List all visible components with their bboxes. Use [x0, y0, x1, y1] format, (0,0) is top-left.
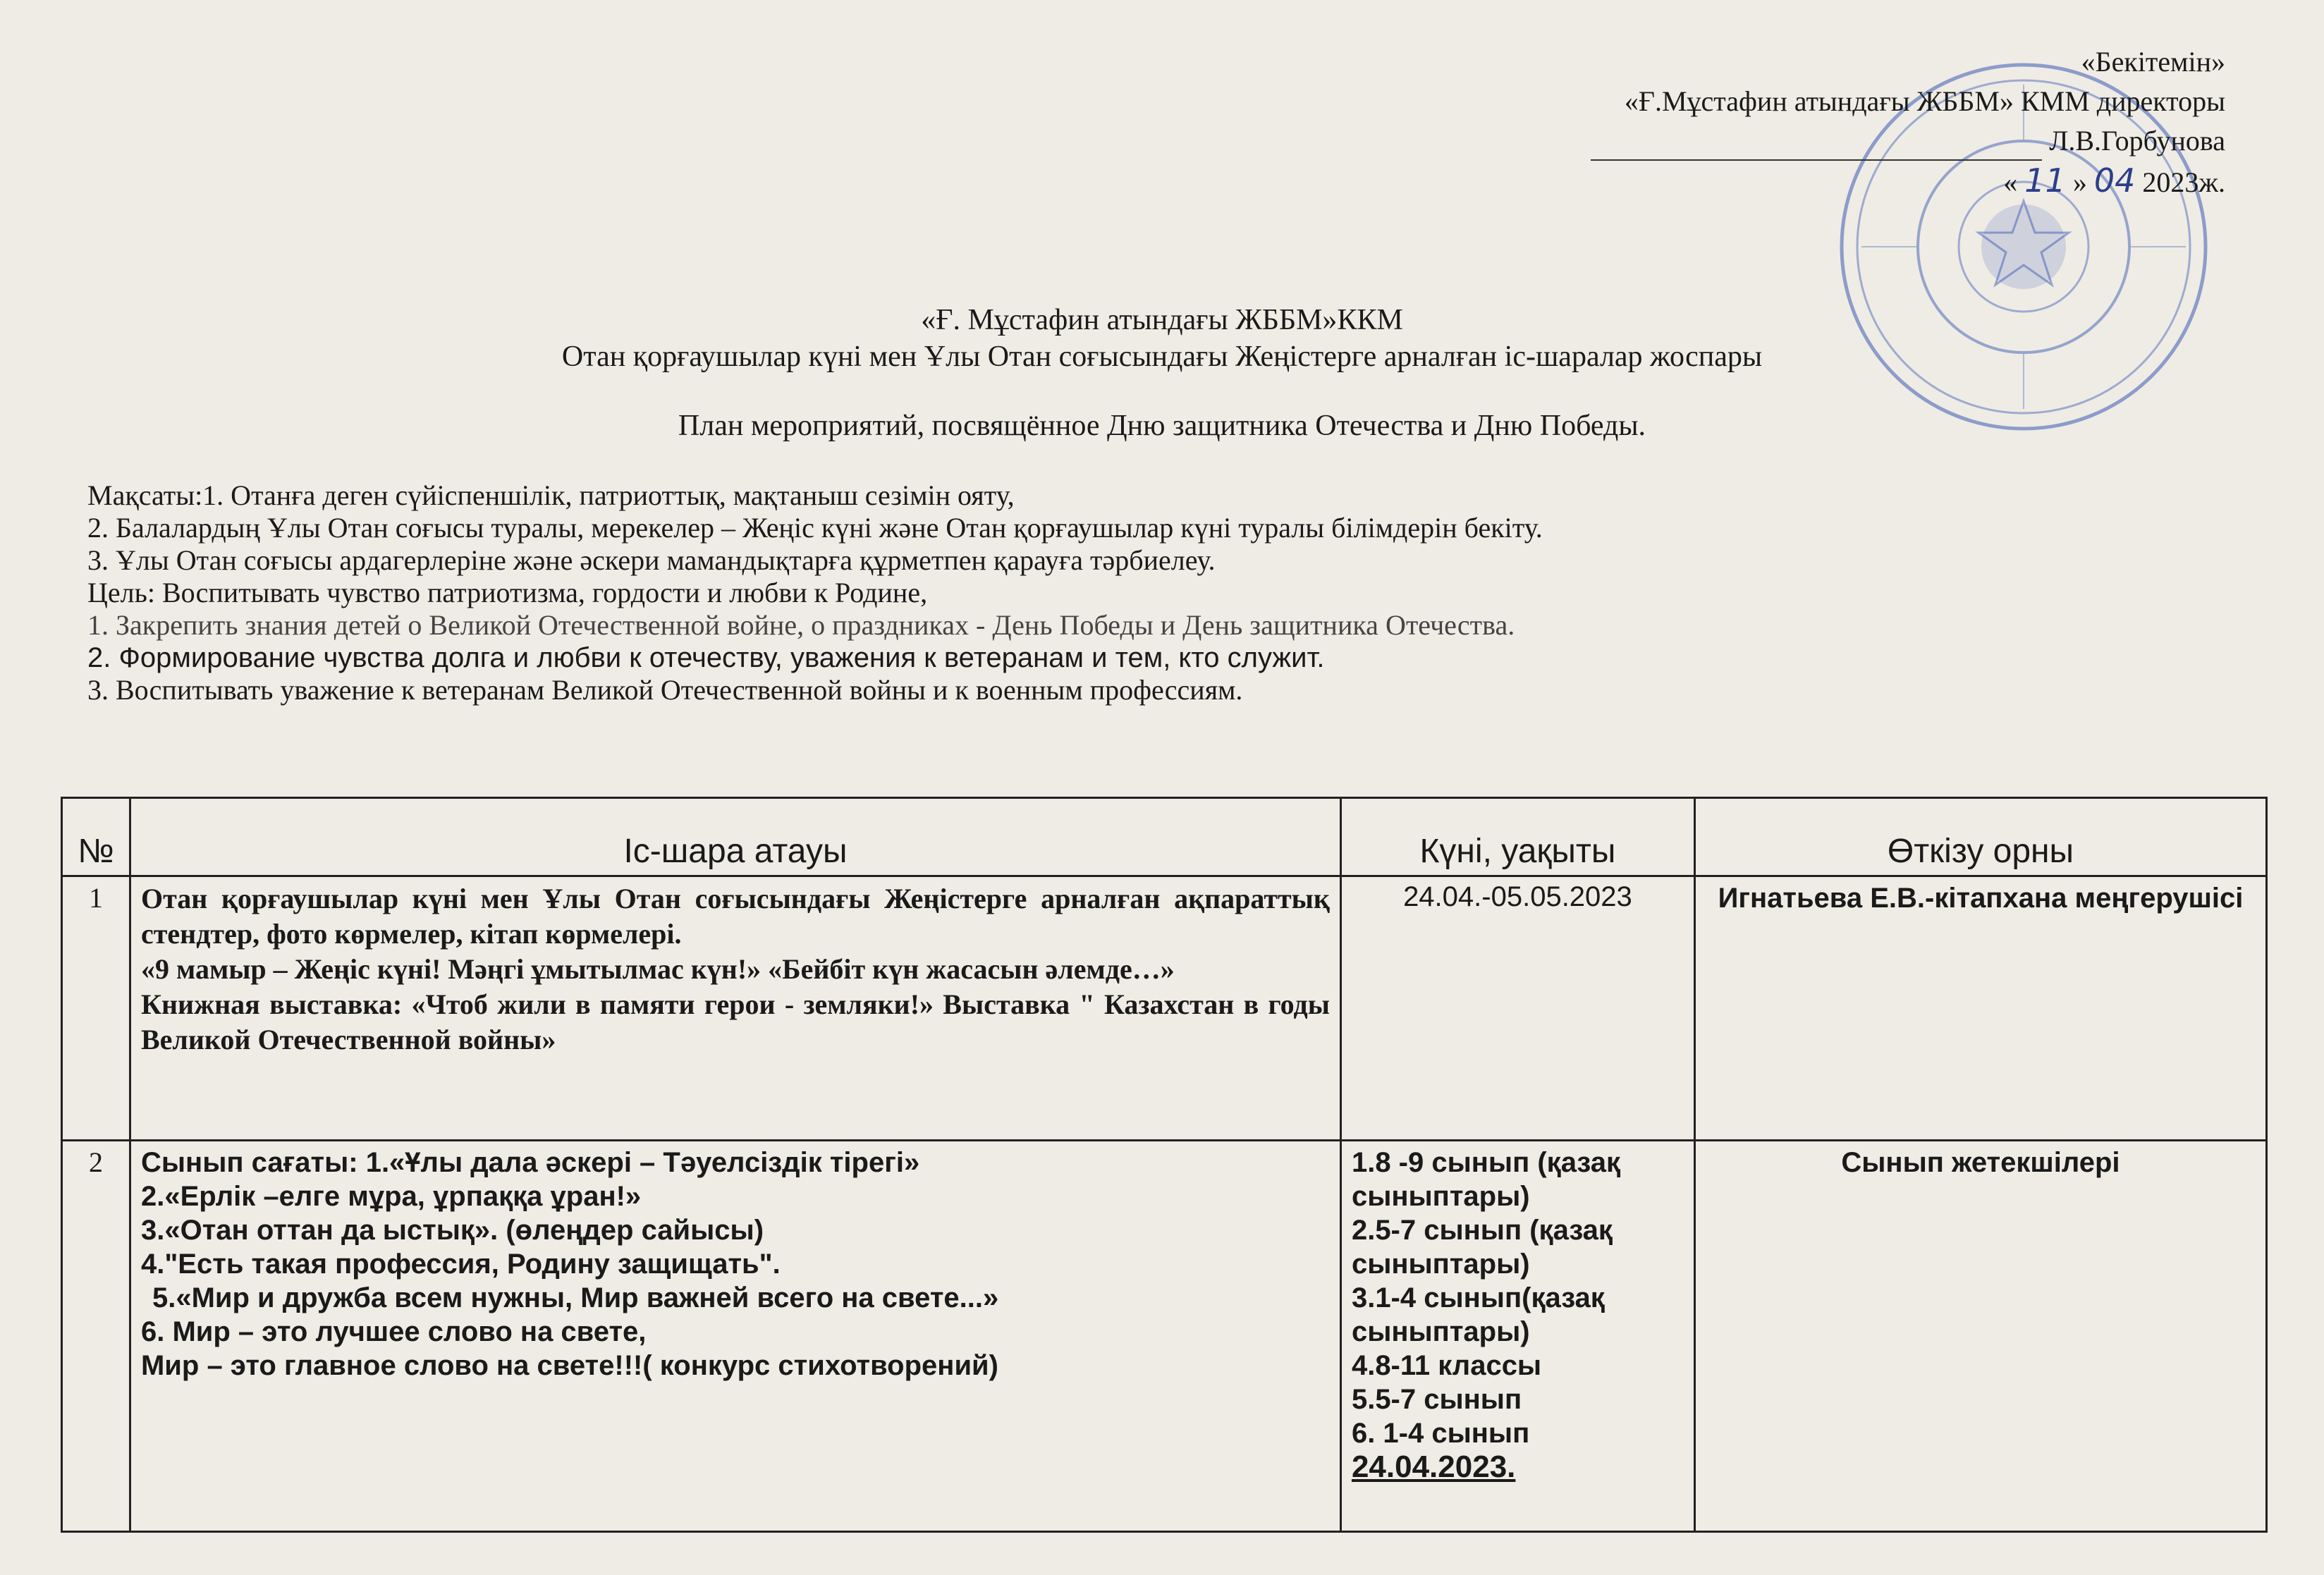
director-name: Л.В.Горбунова — [2049, 125, 2225, 157]
event-line: 5.«Мир и дружба всем нужны, Мир важней всего на свете...» — [152, 1282, 999, 1313]
event-line: Сынып сағаты: 1.«Ұлы дала әскері – Тәуелсіздік тірегі» — [140, 1147, 920, 1178]
signature-line — [1591, 128, 2042, 161]
event-line: 4."Есть такая профессия, Родину защищать". — [140, 1249, 781, 1280]
header-date: Күні, уақыты — [1340, 798, 1694, 876]
date-line: 2.5-7 сынып (қазақ сыныптары) — [1351, 1215, 1613, 1280]
approval-year: 2023ж. — [2142, 166, 2225, 198]
event-line: 6. Мир – это лучшее слово на свете, — [140, 1316, 647, 1347]
event-line: Книжная выставка: «Чтоб жили в памяти герои - земляки!» Выставка " Казахстан в годы Великой Отечественной войны» — [140, 988, 1330, 1055]
date-line: 3.1-4 сынып(қазақ сыныптары) — [1351, 1282, 1605, 1347]
goal-line: Цель: Воспитывать чувство патриотизма, гордости и любви к Родине, — [87, 577, 928, 608]
row-number: 2 — [62, 1141, 130, 1532]
approval-day: 11 — [2024, 161, 2066, 200]
date-line: 6. 1-4 сынып — [1351, 1418, 1530, 1449]
event-location-cell: Игнатьева Е.В.-кітапхана меңгерушісі — [1694, 876, 2266, 1141]
table-header-row — [62, 798, 2267, 876]
event-location-cell: Сынып жетекшілері — [1694, 1141, 2266, 1532]
event-line: 2.«Ерлік –елге мұра, ұрпаққа ұран!» — [140, 1181, 642, 1212]
school-name: «Ғ. Мұстафин атындағы ЖББМ»ККМ — [921, 304, 1403, 336]
plan-title-ru: План мероприятий, посвящённое Дню защитника Отечества и Дню Победы. — [678, 410, 1646, 442]
goals-section — [87, 479, 2203, 706]
goal-line: 3. Ұлы Отан соғысы ардагерлеріне және әскери мамандықтарға құрметпен қарауға тәрбиелеу. — [87, 544, 1216, 576]
event-date-cell: 24.04.-05.05.2023 — [1340, 876, 1694, 1141]
goal-line: 2. Балалардың Ұлы Отан соғысы туралы, мерекелер – Жеңіс күні және Отан қорғаушылар күні туралы білімдерін бекіту. — [87, 512, 1543, 544]
event-line: Мир – это главное слово на свете!!!( конкурс стихотворений) — [140, 1350, 998, 1381]
table-row — [62, 876, 2267, 1141]
goal-line: 1. Закрепить знания детей о Великой Отечественной войне, о праздниках - День Победы и День защитника Отечества. — [87, 609, 1515, 641]
date-line: 5.5-7 сынып — [1351, 1384, 1522, 1415]
header-location: Өткізу орны — [1694, 798, 2266, 876]
event-line: «9 мамыр – Жеңіс күні! Мәңгі ұмытылмас күн!» «Бейбіт күн жасасын әлемде…» — [140, 953, 1175, 985]
row-number: 1 — [62, 876, 130, 1141]
event-date-cell — [1340, 1141, 1694, 1532]
goal-line: Мақсаты:1. Отанға деген сүйіспеншілік, патриоттық, мақтаныш сезімін ояту, — [87, 479, 1015, 511]
plan-title-kz: Отан қорғаушылар күні мен Ұлы Отан соғысындағы Жеңістерге арналған іс-шаралар жоспары — [561, 341, 1763, 373]
events-table — [61, 797, 2268, 1533]
event-name-cell — [130, 1141, 1340, 1532]
approval-date: « 11 » 04 2023ж. — [2003, 161, 2225, 200]
goal-line: 3. Воспитывать уважение к ветеранам Великой Отечественной войны и к военным профессиям. — [87, 674, 1243, 706]
date-line: 1.8 -9 сынып (қазақ сыныптары) — [1351, 1147, 1621, 1212]
event-name-cell — [130, 876, 1340, 1141]
approval-month: 04 — [2093, 161, 2136, 200]
date-final: 24.04.2023. — [1351, 1450, 1516, 1484]
event-line: Отан қорғаушылар күні мен Ұлы Отан соғысындағы Жеңістерге арналған ақпараттық стендтер, фото көрмелер, кітап көрмелері. — [140, 883, 1330, 950]
approval-block — [1344, 42, 2225, 202]
header-number: № — [62, 798, 130, 876]
approval-heading: «Бекітемін» — [2081, 46, 2225, 78]
approval-position: «Ғ.Мұстафин атындағы ЖББМ» КММ директоры — [1624, 85, 2225, 117]
approval-director — [1344, 121, 2225, 161]
date-line: 4.8-11 классы — [1351, 1350, 1542, 1381]
goal-line: 2. Формирование чувства долга и любви к отечеству, уважения к ветеранам и тем, кто служит. — [87, 642, 1325, 673]
header-event-name: Іс-шара атауы — [130, 798, 1340, 876]
event-line: 3.«Отан оттан да ыстық». (өлеңдер сайысы) — [140, 1215, 764, 1246]
table-row — [62, 1141, 2267, 1532]
